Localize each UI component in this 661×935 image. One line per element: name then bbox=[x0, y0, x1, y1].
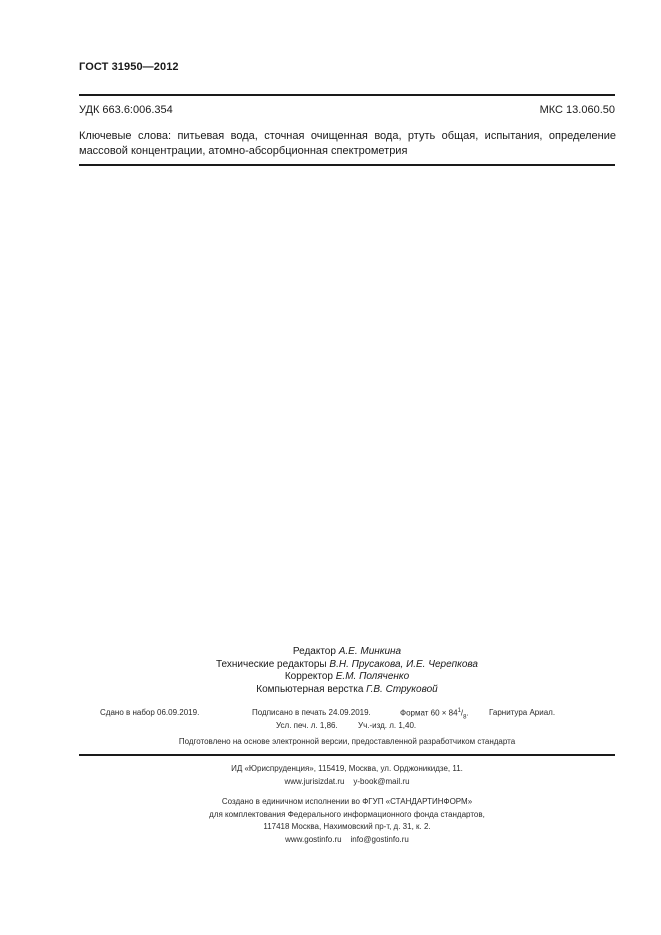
publisher-block bbox=[79, 763, 615, 788]
creator-line-1: Создано в единичном исполнении во ФГУП «СТАНДАРТИНФОРМ» bbox=[221, 797, 473, 806]
layout-label: Компьютерная верстка bbox=[256, 683, 364, 695]
submitted-date: Сдано в набор 06.09.2019. bbox=[100, 708, 200, 717]
tech-editors-names: В.Н. Прусакова, И.Е. Черепкова bbox=[329, 658, 478, 670]
publication-info bbox=[79, 708, 615, 734]
publisher-email-link[interactable]: y-book@mail.ru bbox=[353, 776, 410, 786]
format-info: Формат $60 \times 84^1/_8$. bbox=[400, 708, 469, 721]
layout-line bbox=[79, 684, 615, 697]
creator-address: 117418 Москва, Нахимовский пр-т, д. 31, к. 2. bbox=[263, 822, 431, 831]
top-divider bbox=[79, 94, 615, 96]
credits-block bbox=[79, 646, 615, 696]
standard-number: ГОСТ 31950—2012 bbox=[79, 61, 179, 73]
publisher-contacts bbox=[79, 776, 615, 789]
format-numerator: 1 bbox=[457, 708, 461, 714]
prepared-note: Подготовлено на основе электронной версии, предоставленной разработчиком стандарта bbox=[178, 737, 516, 746]
creator-line-2: для комплектования Федерального информационного фонда стандартов, bbox=[209, 809, 485, 819]
publisher-address: ИД «Юриспруденция», 115419, Москва, ул. Орджоникидзе, 11. bbox=[231, 764, 463, 773]
corrector-label: Корректор bbox=[284, 671, 333, 682]
bottom-divider bbox=[79, 754, 615, 756]
pub-sheets: Уч.-изд. л. 1,40. bbox=[358, 721, 417, 730]
creator-email-link[interactable]: info@gostinfo.ru bbox=[350, 834, 409, 844]
typeface-info: Гарнитура Ариал. bbox=[489, 708, 556, 717]
print-sheets: Усл. печ. л. 1,86. bbox=[276, 721, 338, 730]
layout-name: Г.В. Струковой bbox=[366, 683, 438, 695]
keywords-paragraph: Ключевые слова: питьевая вода, сточная очищенная вода, ртуть общая, испытания, определение массовой концентрации, атомно-абсорбционная спектрометрия bbox=[79, 130, 616, 157]
corrector-name: Е.М. Поляченко bbox=[335, 671, 410, 682]
mks-code: МКС 13.060.50 bbox=[539, 104, 615, 116]
tech-editors-label: Технические редакторы bbox=[215, 658, 327, 670]
editor-line bbox=[79, 646, 615, 659]
udk-code: УДК 663.6:006.354 bbox=[79, 104, 173, 116]
tech-editors-line bbox=[79, 659, 615, 672]
corrector-line bbox=[79, 671, 615, 684]
keywords-divider bbox=[79, 164, 615, 166]
creator-block bbox=[79, 796, 615, 846]
editor-name: А.Е. Минкина bbox=[338, 646, 402, 657]
creator-site-link[interactable]: www.gostinfo.ru bbox=[285, 834, 342, 844]
publisher-site-link[interactable]: www.jurisizdat.ru bbox=[284, 776, 345, 786]
format-denominator: 8 bbox=[463, 714, 467, 721]
format-prefix: Формат 60 × 84 bbox=[400, 708, 458, 718]
signed-date: Подписано в печать 24.09.2019. bbox=[252, 708, 371, 717]
creator-contacts bbox=[79, 834, 615, 847]
editor-label: Редактор bbox=[292, 646, 336, 657]
